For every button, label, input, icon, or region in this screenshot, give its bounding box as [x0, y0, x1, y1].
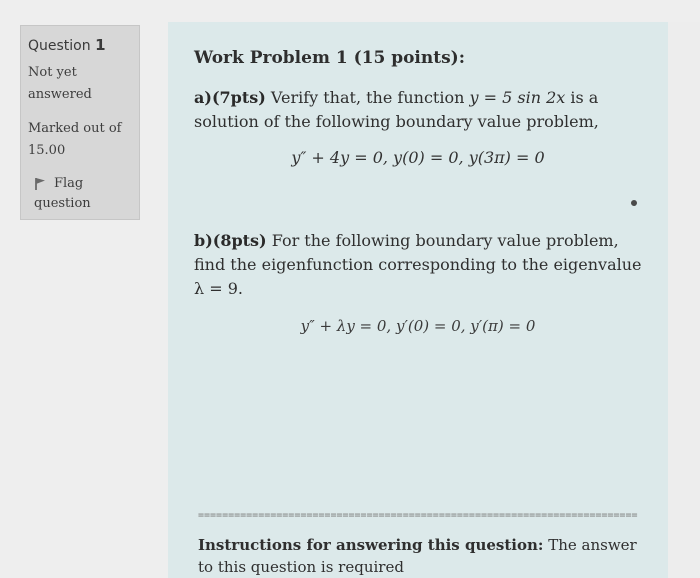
instructions — [198, 534, 638, 578]
part-a-outro: is a solution of the following boundary value problem, — [194, 88, 599, 131]
part-a-text — [194, 86, 642, 134]
grade-line-1: Marked out of — [28, 121, 122, 136]
question-content — [168, 22, 668, 578]
question-grade — [28, 118, 132, 162]
part-b-label: b)(8pts) — [194, 231, 267, 250]
flag-label-line-1: Flag — [54, 176, 84, 191]
right-margin — [668, 22, 700, 578]
part-a-equation: y″ + 4y = 0, y(0) = 0, y(3π) = 0 — [291, 148, 545, 167]
problem-title: Work Problem 1 (15 points): — [194, 48, 465, 68]
state-line-1: Not yet — [28, 65, 77, 80]
flag-label-line-2: question — [34, 196, 91, 211]
bullet-dot — [631, 200, 637, 206]
state-line-2: answered — [28, 87, 92, 102]
flag-icon — [34, 177, 46, 191]
part-b-equation: y″ + λy = 0, y′(0) = 0, y′(π) = 0 — [300, 317, 536, 335]
part-b-text — [194, 229, 642, 301]
question-number-heading — [28, 36, 132, 54]
grade-line-2: 15.00 — [28, 143, 66, 158]
part-b-body: For the following boundary value problem, find the eigenfunction corresponding to the eigenvalue λ = 9. — [194, 231, 642, 298]
part-a-label: a)(7pts) — [194, 88, 266, 107]
question-label: Question — [28, 38, 91, 54]
instructions-label: Instructions for answering this question: — [198, 536, 544, 554]
separator-line: ========================================================================= — [198, 510, 638, 521]
question-state — [28, 62, 132, 106]
question-info-panel — [20, 25, 140, 220]
part-a-function: y = 5 sin 2x — [469, 88, 566, 107]
part-a-intro: Verify that, the function — [265, 88, 470, 107]
flag-question-button[interactable] — [28, 174, 132, 214]
question-number: 1 — [95, 36, 106, 54]
instructions-text: The answer to this question is required — [198, 536, 637, 576]
